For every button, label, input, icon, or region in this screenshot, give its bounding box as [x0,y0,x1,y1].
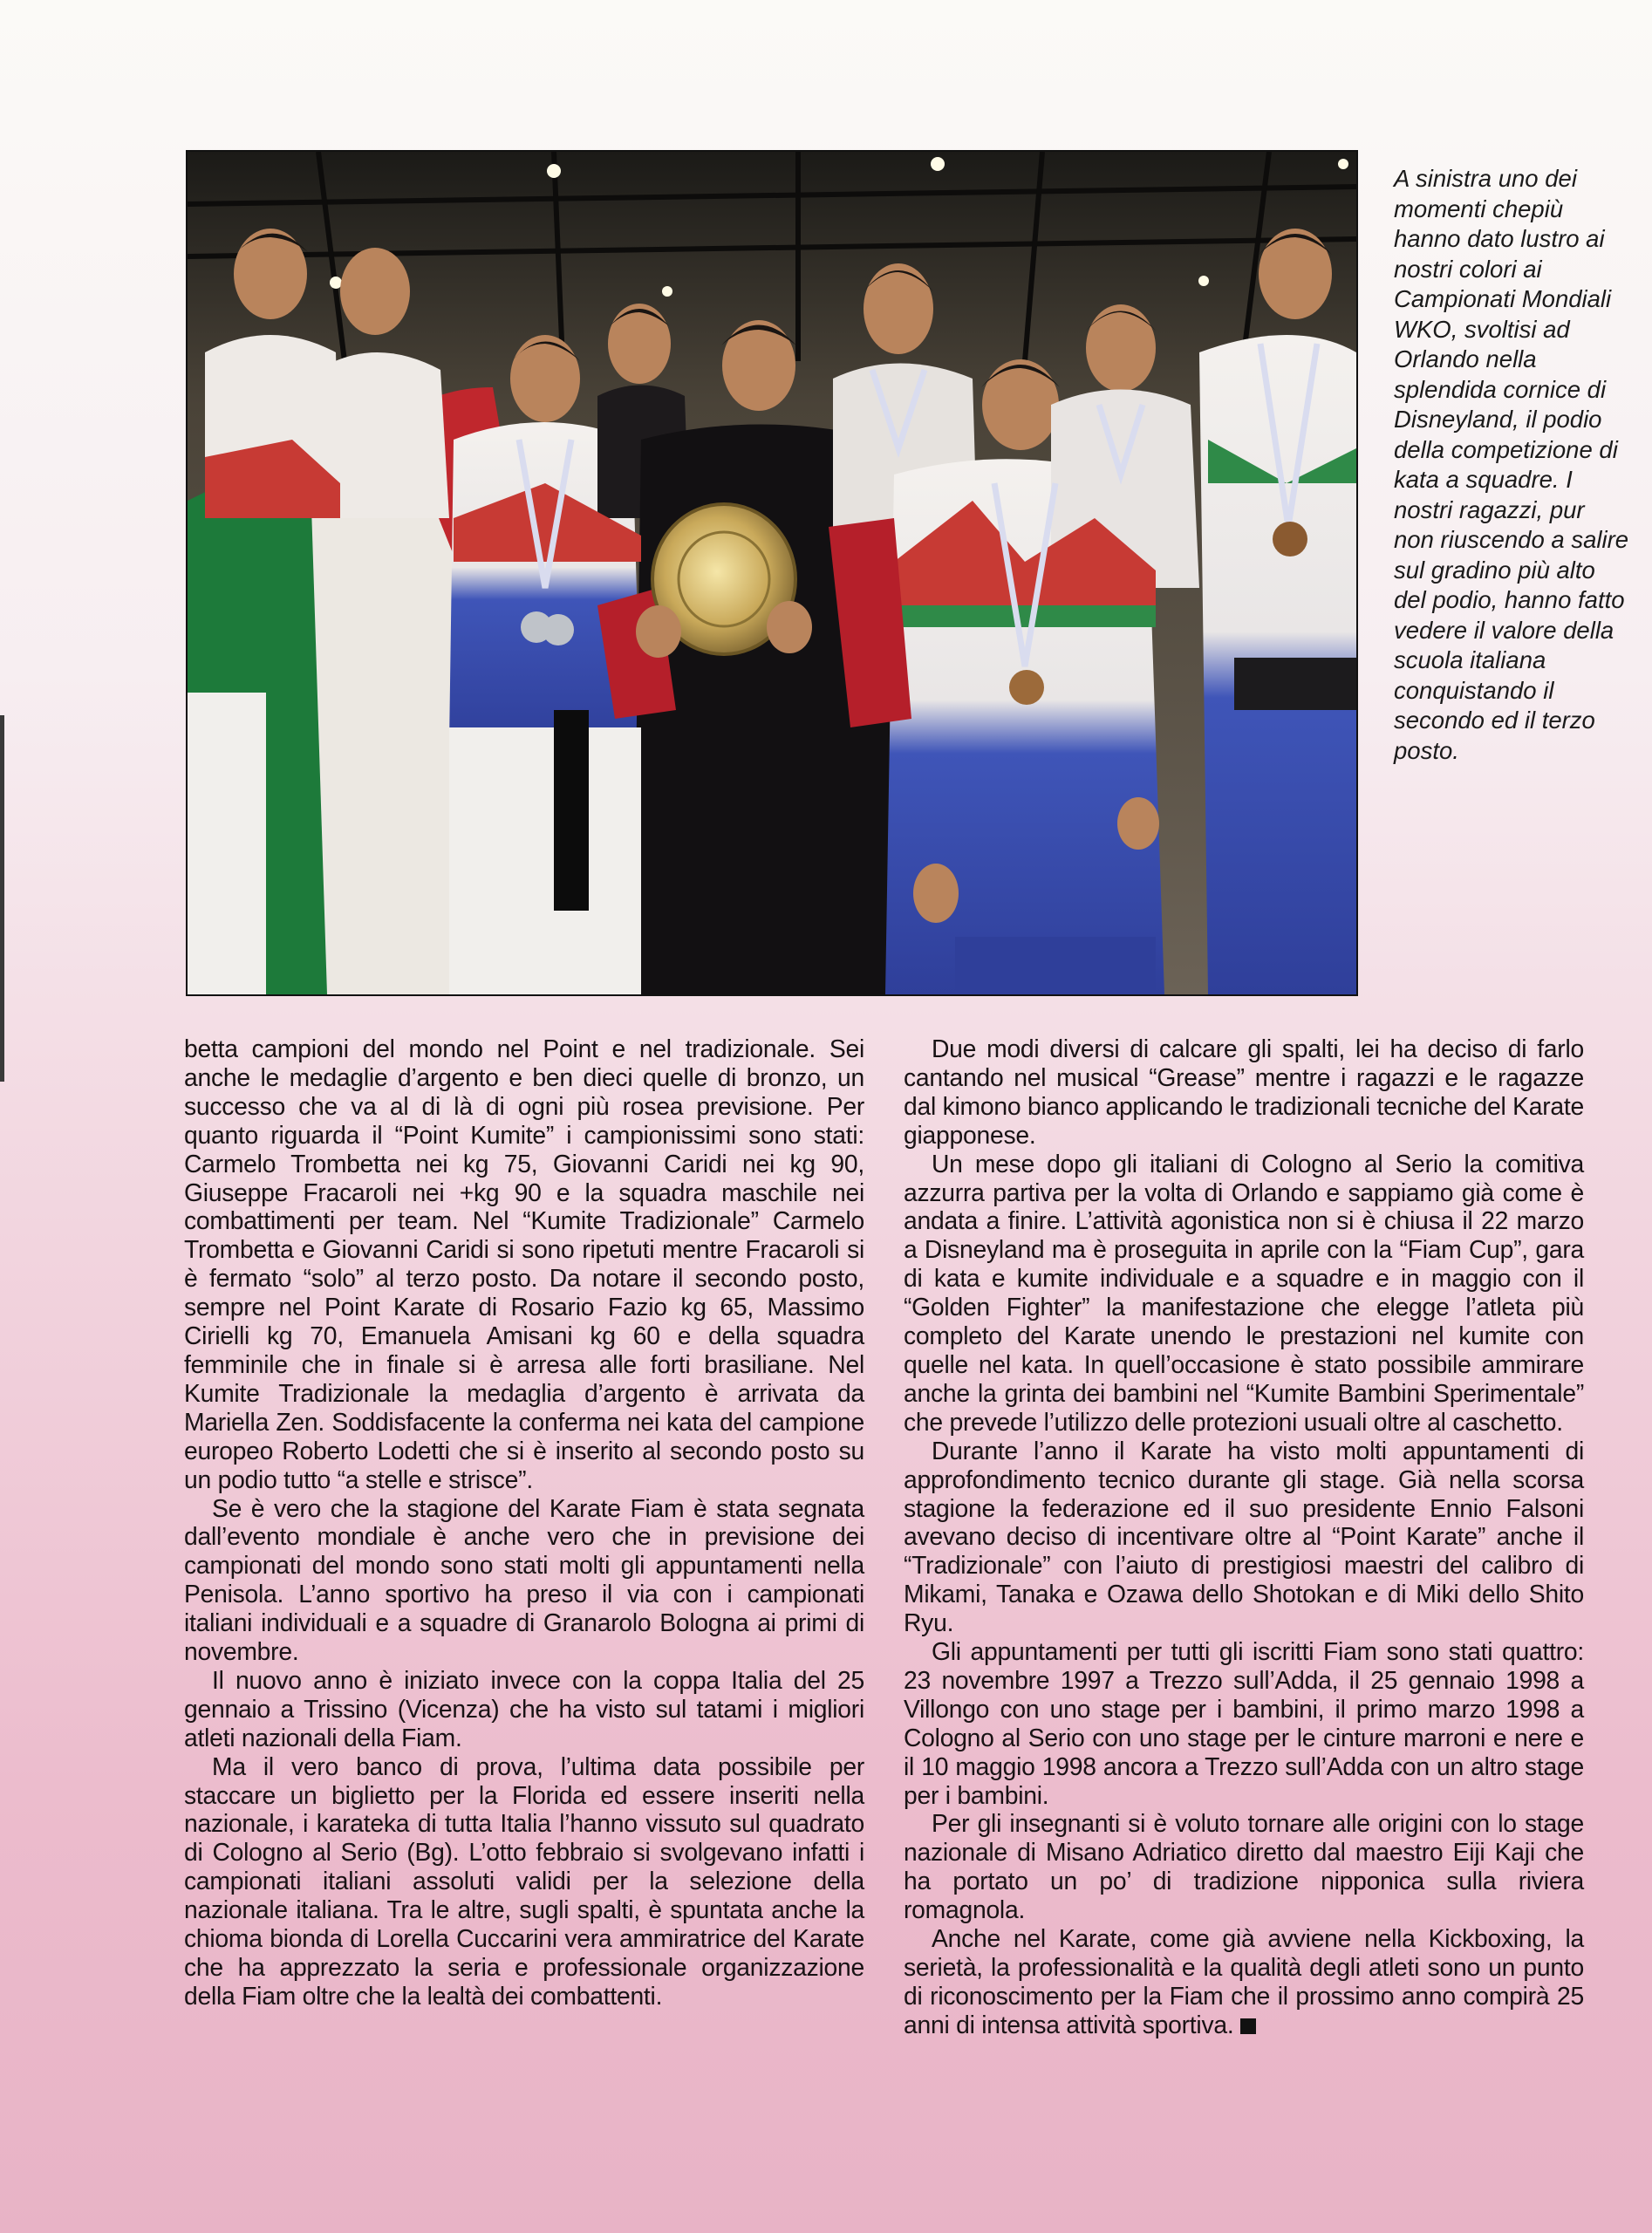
paragraph: Il nuovo anno è iniziato invece con la coppa Italia del 25 gennaio a Trissino (Vicenza) che ha visto sul tatami i migliori atleti nazionali della Fiam. [184,1665,864,1752]
paragraph: Un mese dopo gli italiani di Cologno al Serio la comitiva azzurra partiva per la volta di Orlando e sappiamo già come è andata a finire. L’attività agonistica non si è chiusa il 22 marzo a Disneyland ma è proseguita in aprile con la “Fiam Cup”, gara di kata e kumite individuale e a squadre e in maggio con il “Golden Fighter” la manifestazione che elegge l’atleta più completo del Karate unendo le prestazioni nel kumite con quelle nel kata. In quell’occasione è stato possibile ammirare anche la grinta dei bambini nel “Kumite Bambini Sperimentale” che prevede l’utilizzo delle protezioni usuali oltre al caschetto. [904,1149,1584,1436]
team-podium-photo [186,150,1358,996]
paragraph: Se è vero che la stagione del Karate Fiam è stata segnata dall’evento mondiale è anche vero che in previsione dei campionati del mondo sono stati molti gli appuntamenti nella Penisola. L’anno sportivo ha preso il via con i campionati italiani individuali e a squadre di Granarolo Bologna ai primi di novembre. [184,1493,864,1666]
paragraph: Anche nel Karate, come già avviene nella Kickboxing, la serietà, la professionalità e la qualità degli atleti sono un punto di riconoscimento per la Fiam che il prossimo anno compirà 25 anni di intensa attività sportiva. [904,1924,1584,2038]
paragraph: Per gli insegnanti si è voluto tornare alle origini con lo stage nazionale di Misano Adriatico diretto dal maestro Eiji Kaji che ha portato un po’ di tradizione nipponica sulla riviera romagnola. [904,1809,1584,1924]
paragraph: Due modi diversi di calcare gli spalti, lei ha deciso di farlo cantando nel musical “Grease” mentre i ragazzi e le ragazze dal kimono bianco applicando le tradizionali tecniche del Karate giapponese. [904,1035,1584,1149]
end-of-article-mark [1240,2018,1256,2034]
binding-edge [0,715,4,1082]
caption-text: A sinistra uno dei momenti chepiù hanno dato lustro ai nostri colori ai Campionati Mondiali WKO, svoltisi ad Orlando nella splendida cornice di Disneyland, il podio della competizione di kata a squadre. I nostri ragazzi, pur non riuscendo a salire sul gradino più alto del podio, hanno fatto vedere il valore della scuola italiana conquistando il secondo ed il terzo posto. [1394,165,1629,764]
paragraph: Gli appuntamenti per tutti gli iscritti Fiam sono stati quattro: 23 novembre 1997 a Trezzo sull’Adda, il 25 gennaio 1998 a Villongo con uno stage per i bambini, il primo marzo 1998 a Cologno al Serio con uno stage per le cinture marroni e nere e il 10 maggio 1998 ancora a Trezzo sull’Adda con un altro stage per i bambini. [904,1637,1584,1809]
photo-caption [1394,164,1629,766]
paragraph: betta campioni del mondo nel Point e nel tradizionale. Sei anche le medaglie d’argento e ben dieci quelle di bronzo, un successo che va al di là di ogni più rosea previsione. Per quanto riguarda il “Point Kumite” i campionissimi sono stati: Carmelo Trombetta nei kg 75, Giovanni Caridi nei kg 90, Giuseppe Fracaroli nei +kg 90 e la squadra maschile nei combattimenti per team. Nel “Kumite Tradizionale” Carmelo Trombetta e Giovanni Caridi si sono ripetuti mentre Fracaroli si è fermato “solo” al terzo posto. Da notare il secondo posto, sempre nel Point Karate di Rosario Fazio kg 65, Massimo Cirielli kg 70, Emanuela Amisani kg 60 e della squadra femminile che in finale si è arresa alle forti brasiliane. Nel Kumite Tradizionale la medaglia d’argento è arrivata da Mariella Zen. Soddisfacente la conferma nei kata del campione europeo Roberto Lodetti che si è inserito al secondo posto su un podio tutto “a stelle e strisce”. [184,1035,864,1493]
article-column-right [904,1035,1584,2039]
paragraph: Durante l’anno il Karate ha visto molti appuntamenti di approfondimento tecnico durante gli stage. Già nella scorsa stagione la federazione ed il suo presidente Ennio Falsoni avevano deciso di incentivare oltre al “Point Karate” anche il “Tradizionale” con l’aiuto di prestigiosi maestri del calibro di Mikami, Tanaka e Ozawa dello Shotokan e di Miki dello Shito Ryu. [904,1436,1584,1637]
article-column-left [184,1035,864,2011]
paragraph: Ma il vero banco di prova, l’ultima data possibile per staccare un biglietto per la Florida ed essere inseriti nella nazionale, i karateka di tutta Italia l’hanno vissuto sul quadrato di Cologno al Serio (Bg). L’otto febbraio si svolgevano infatti i campionati italiani assoluti validi per la selezione della nazionale italiana. Tra le altre, sugli spalti, è spuntata anche la chioma bionda di Lorella Cuccarini vera ammiratrice del Karate che ha apprezzato la seria e professionale organizzazione della Fiam oltre che la lealtà dei combattenti. [184,1752,864,2010]
